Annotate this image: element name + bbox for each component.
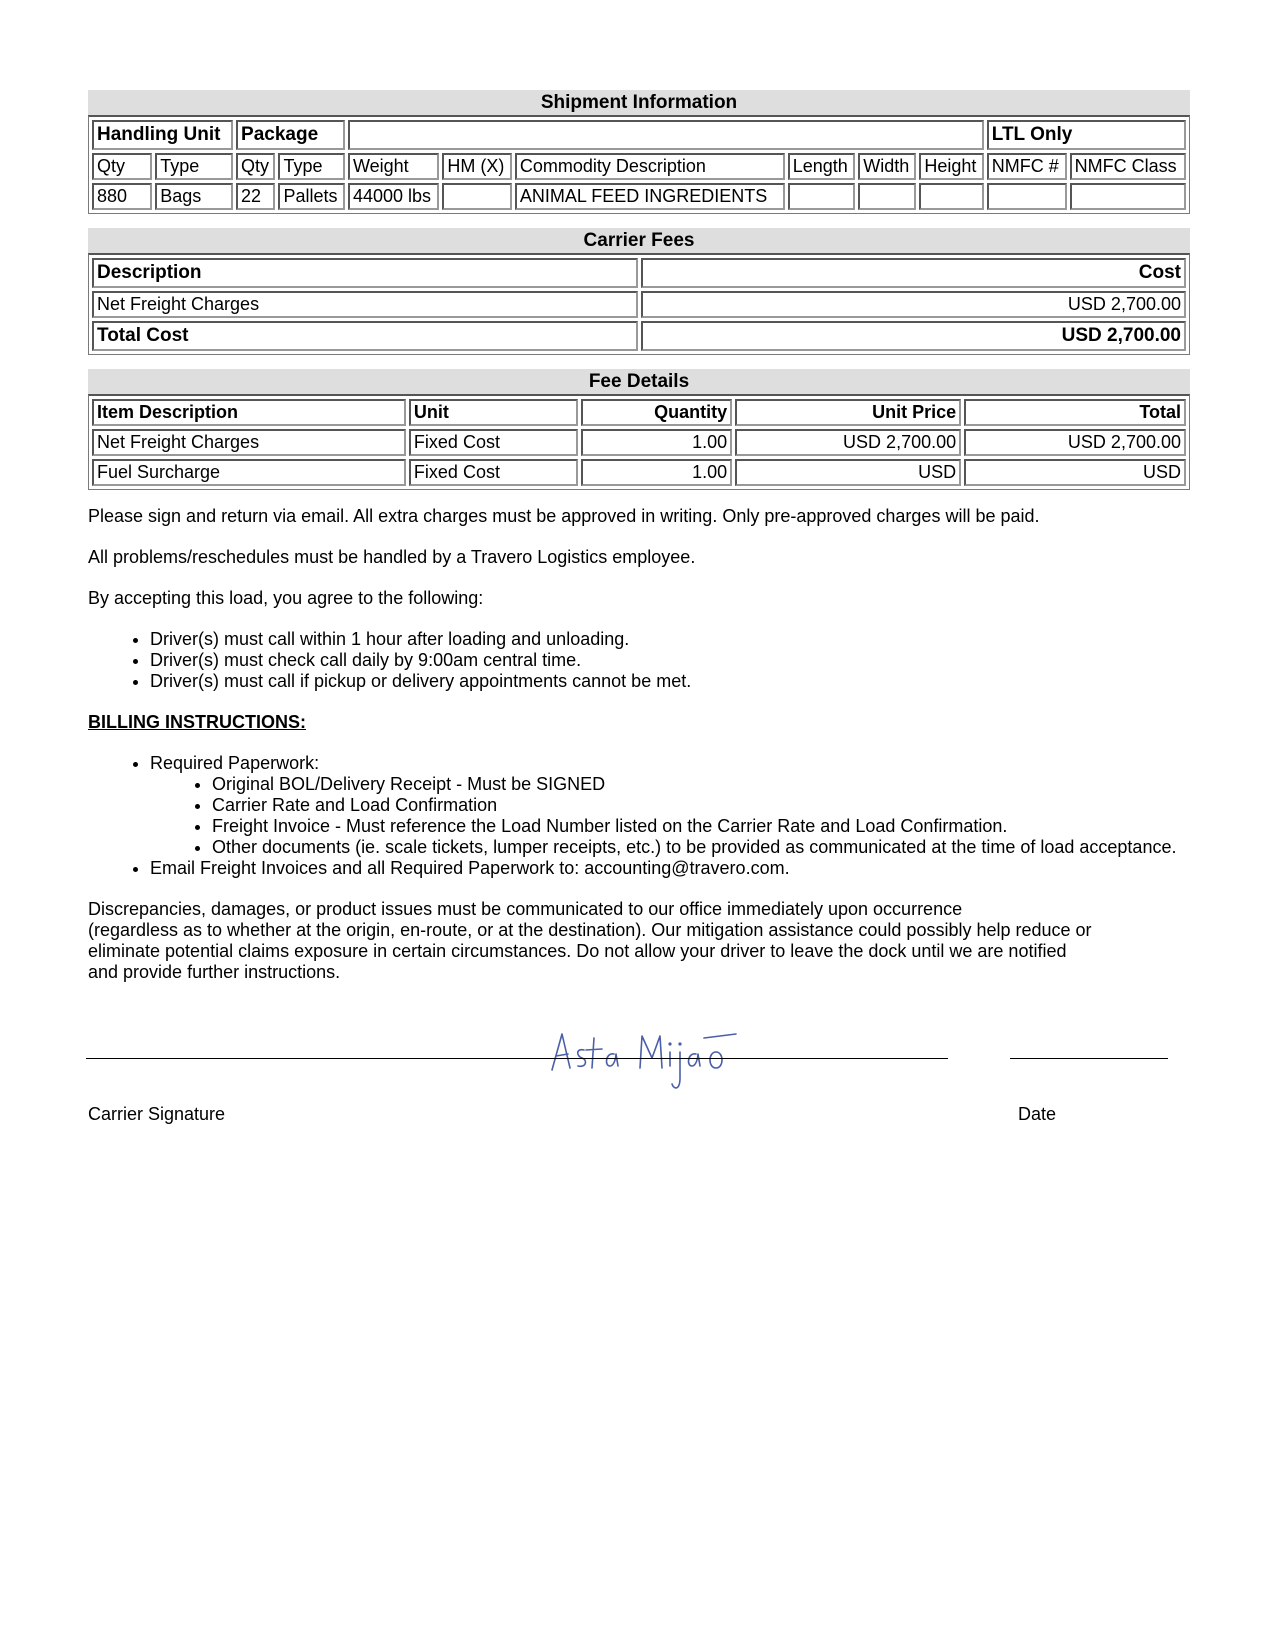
col-header: Commodity Description bbox=[515, 153, 785, 180]
col-header: Weight bbox=[348, 153, 439, 180]
fees-line-cost: USD 2,700.00 bbox=[641, 291, 1187, 318]
cell-hu-qty: 880 bbox=[92, 183, 152, 210]
group-handling-unit: Handling Unit bbox=[92, 120, 233, 150]
fee-header: Item Description bbox=[92, 399, 406, 426]
fee-cell: USD bbox=[735, 459, 961, 486]
cell-pkg-type: Pallets bbox=[278, 183, 344, 210]
fee-cell: Fixed Cost bbox=[409, 459, 579, 486]
cell-commodity: ANIMAL FEED INGREDIENTS bbox=[515, 183, 785, 210]
carrier-signature-label: Carrier Signature bbox=[88, 1104, 226, 1124]
fees-header-cost: Cost bbox=[641, 258, 1187, 288]
col-header: Width bbox=[858, 153, 916, 180]
cell-height bbox=[919, 183, 983, 210]
cell-hm bbox=[442, 183, 512, 210]
col-header: Qty bbox=[236, 153, 275, 180]
table-row bbox=[92, 291, 1186, 318]
billing-instructions-title: BILLING INSTRUCTIONS: bbox=[88, 712, 306, 732]
col-header: Type bbox=[155, 153, 233, 180]
date-label: Date bbox=[1018, 1104, 1057, 1124]
carrier-signature-line bbox=[86, 1058, 948, 1059]
cell-nmfc-class bbox=[1070, 183, 1186, 210]
cell-length bbox=[788, 183, 856, 210]
handwritten-signature bbox=[548, 1028, 748, 1098]
fee-header: Unit bbox=[409, 399, 579, 426]
terms-paragraph-1: Please sign and return via email. All extra charges must be approved in writing. Only pre-approved charges will be paid. bbox=[88, 506, 1040, 526]
list-item bbox=[150, 753, 1190, 858]
list-item: • Email Freight Invoices and all Required Paperwork to: accounting@travero.com. bbox=[150, 858, 1190, 879]
fees-line-description: Net Freight Charges bbox=[92, 291, 638, 318]
discrepancy-line-2: (regardless as to whether at the origin, en-route, or at the destination). Our mitigation assistance could possibly help reduce or bbox=[88, 920, 1092, 940]
discrepancy-line-1: Discrepancies, damages, or product issues must be communicated to our office immediately upon occurrence bbox=[88, 899, 963, 919]
paperwork-list bbox=[150, 774, 1190, 858]
col-header: NMFC # bbox=[987, 153, 1067, 180]
table-row bbox=[92, 429, 1186, 456]
fee-cell: Fixed Cost bbox=[409, 429, 579, 456]
list-item: • Carrier Rate and Load Confirmation bbox=[212, 795, 1190, 816]
col-header: Length bbox=[788, 153, 856, 180]
cell-nmfc-number bbox=[987, 183, 1067, 210]
col-header: HM (X) bbox=[442, 153, 512, 180]
fee-details-title: Fee Details bbox=[88, 369, 1190, 394]
fees-header-description: Description bbox=[92, 258, 638, 288]
fee-header: Unit Price bbox=[735, 399, 961, 426]
fee-cell: USD 2,700.00 bbox=[964, 429, 1186, 456]
fee-cell: USD 2,700.00 bbox=[735, 429, 961, 456]
agreement-list bbox=[88, 629, 1190, 692]
list-item: • Other documents (ie. scale tickets, lumper receipts, etc.) to be provided as communicated at the time of load acceptance. bbox=[212, 837, 1190, 858]
col-header: Qty bbox=[92, 153, 152, 180]
cell-hu-type: Bags bbox=[155, 183, 233, 210]
shipment-column-header-row bbox=[92, 153, 1186, 180]
list-item: • Driver(s) must call within 1 hour after loading and unloading. bbox=[150, 629, 1190, 650]
fee-details-table bbox=[88, 394, 1190, 490]
carrier-fees-table bbox=[88, 253, 1190, 355]
table-row bbox=[92, 459, 1186, 486]
list-item: • Freight Invoice - Must reference the Load Number listed on the Carrier Rate and Load Confirmation. bbox=[212, 816, 1190, 837]
total-cost-value: USD 2,700.00 bbox=[641, 321, 1187, 351]
fee-cell: 1.00 bbox=[581, 429, 732, 456]
fee-cell: USD bbox=[964, 459, 1186, 486]
date-line bbox=[1010, 1058, 1168, 1059]
list-item: • Driver(s) must check call daily by 9:00am central time. bbox=[150, 650, 1190, 671]
table-row bbox=[92, 321, 1186, 351]
discrepancy-line-4: and provide further instructions. bbox=[88, 962, 341, 982]
cell-pkg-qty: 22 bbox=[236, 183, 275, 210]
table-row bbox=[92, 183, 1186, 210]
group-blank bbox=[348, 120, 984, 150]
required-paperwork-label: Required Paperwork: bbox=[150, 753, 320, 773]
fee-cell: Net Freight Charges bbox=[92, 429, 406, 456]
col-header: Height bbox=[919, 153, 983, 180]
col-header: Type bbox=[278, 153, 344, 180]
group-package: Package bbox=[236, 120, 345, 150]
list-item: • Original BOL/Delivery Receipt - Must be SIGNED bbox=[212, 774, 1190, 795]
shipment-table bbox=[88, 115, 1190, 214]
terms-paragraph-2: All problems/reschedules must be handled by a Travero Logistics employee. bbox=[88, 547, 696, 567]
fee-header: Quantity bbox=[581, 399, 732, 426]
billing-list bbox=[88, 753, 1190, 879]
rate-confirmation-page bbox=[88, 90, 1190, 983]
group-ltl-only: LTL Only bbox=[987, 120, 1186, 150]
cell-weight: 44000 lbs bbox=[348, 183, 439, 210]
fee-cell: 1.00 bbox=[581, 459, 732, 486]
cell-width bbox=[858, 183, 916, 210]
carrier-fees-title: Carrier Fees bbox=[88, 228, 1190, 253]
terms-paragraph-3: By accepting this load, you agree to the following: bbox=[88, 588, 484, 608]
col-header: NMFC Class bbox=[1070, 153, 1186, 180]
list-item: • Driver(s) must call if pickup or delivery appointments cannot be met. bbox=[150, 671, 1190, 692]
total-cost-label: Total Cost bbox=[92, 321, 638, 351]
fee-cell: Fuel Surcharge bbox=[92, 459, 406, 486]
shipment-info-title: Shipment Information bbox=[88, 90, 1190, 115]
fee-header: Total bbox=[964, 399, 1186, 426]
discrepancy-line-3: eliminate potential claims exposure in certain circumstances. Do not allow your driver to leave the dock until we are notified bbox=[88, 941, 1067, 961]
